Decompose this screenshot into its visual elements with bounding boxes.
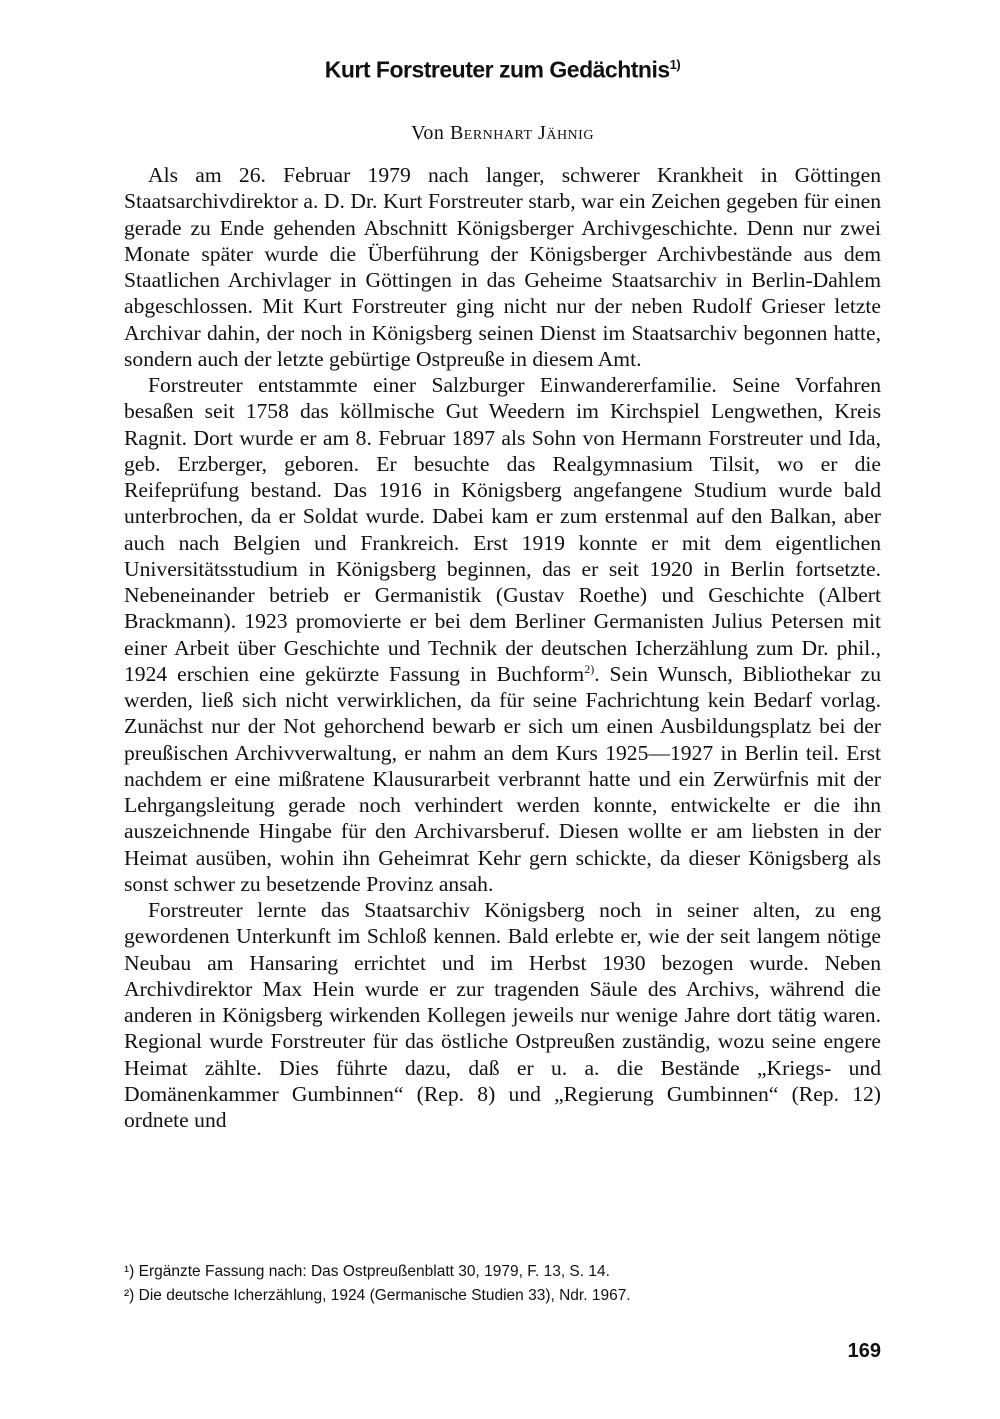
title-footnote-mark: 1)	[669, 57, 681, 72]
article-title-text: Kurt Forstreuter zum Gedächtnis	[324, 56, 670, 83]
paragraph-text: Als am 26. Februar 1979 nach langer, schwerer Krankheit in Göttingen Staatsarchivdirektor a. D. Dr. Kurt Forstreuter starb, war ein Zeichen gegeben für einen gerade zu Ende gehenden Abschnitt Königsberger Archivgeschichte. Denn nur zwei Monate später wurde die Überführung der Königsberger Archivbestände aus dem Staatlichen Archivlager in Göttingen in das Geheime Staatsarchiv in Berlin-Dahlem abgeschlossen. Mit Kurt Forstreuter ging nicht nur der neben Rudolf Grieser letzte Archivar dahin, der noch in Königsberg seinen Dienst im Staatsarchiv begonnen hatte, sondern auch der letzte gebürtige Ostpreuße in diesem Amt.	[124, 163, 881, 371]
paragraph-1	[124, 162, 881, 372]
author-line	[124, 118, 881, 148]
article-body	[124, 162, 881, 1133]
footnotes	[124, 1260, 881, 1308]
author-name: Bernhart Jähnig	[449, 122, 594, 144]
paragraph-3	[124, 897, 881, 1133]
article-page	[124, 45, 881, 1133]
footnote-ref-2: 2)	[584, 661, 595, 676]
paragraph-text: . Sein Wunsch, Bibliothekar zu werden, ließ sich nicht verwirklichen, da für seine Fachrichtung kein Bedarf vorlag. Zunächst nur der Not gehorchend bewarb er sich um einen Ausbildungsplatz bei der preußischen Archivverwaltung, er nahm an dem Kurs 1925—1927 in Berlin teil. Erst nachdem er eine mißratene Klausurarbeit verbrannt hatte und ein Zerwürfnis mit der Lehrgangsleitung gerade noch verhindert werden konnte, entwickelte er die ihn auszeichnende Hingabe für den Archivarsberuf. Diesen wollte er am liebsten in der Heimat ausüben, wohin ihn Geheimrat Kehr gern schickte, da dieser Königsberg als sonst schwer zu besetzende Provinz ansah.	[124, 661, 881, 896]
paragraph-2	[124, 372, 881, 897]
article-title	[124, 45, 881, 85]
paragraph-text: Forstreuter lernte das Staatsarchiv Königsberg noch in seiner alten, zu eng gewordenen Unterkunft im Schloß kennen. Bald erlebte er, wie der seit langem nötige Neubau am Hansaring errichtet und im Herbst 1930 bezogen wurde. Neben Archivdirektor Max Hein wurde er zur tragenden Säule des Archivs, während die anderen in Königsberg wirkenden Kollegen jeweils nur wenige Jahre dort tätig waren. Regional wurde Forstreuter für das östliche Ostpreußen zuständig, wozu seine engere Heimat zählte. Dies führte dazu, daß er u. a. die Bestände „Kriegs- und Domänenkammer Gumbinnen“ (Rep. 8) und „Regierung Gumbinnen“ (Rep. 12) ordnete und	[124, 898, 881, 1132]
page-number: 169	[847, 1340, 881, 1362]
footnote-1: ¹) Ergänzte Fassung nach: Das Ostpreußenblatt 30, 1979, F. 13, S. 14.	[124, 1263, 610, 1280]
author-prefix: Von	[411, 122, 445, 144]
footnote-2: ²) Die deutsche Icherzählung, 1924 (Germanische Studien 33), Ndr. 1967.	[124, 1287, 631, 1304]
paragraph-text: Forstreuter entstammte einer Salzburger Einwandererfamilie. Seine Vorfahren besaßen seit 1758 das köllmische Gut Weedern im Kirchspiel Lengwethen, Kreis Ragnit. Dort wurde er am 8. Februar 1897 als Sohn von Hermann Forstreuter und Ida, geb. Erzberger, geboren. Er besuchte das Realgymnasium Tilsit, wo er die Reifeprüfung bestand. Das 1916 in Königsberg angefangene Studium wurde bald unterbrochen, da er Soldat wurde. Dabei kam er zum erstenmal auf den Balkan, aber auch nach Belgien und Frankreich. Erst 1919 konnte er mit dem eigentlichen Universitätsstudium in Königsberg beginnen, das er seit 1920 in Berlin fortsetzte. Nebeneinander betrieb er Germanistik (Gustav Roethe) und Geschichte (Albert Brackmann). 1923 promovierte er bei dem Berliner Germanisten Julius Petersen mit einer Arbeit über Geschichte und Technik der deutschen Icherzählung zum Dr. phil., 1924 erschien eine gekürzte Fassung in Buchform	[124, 373, 881, 686]
